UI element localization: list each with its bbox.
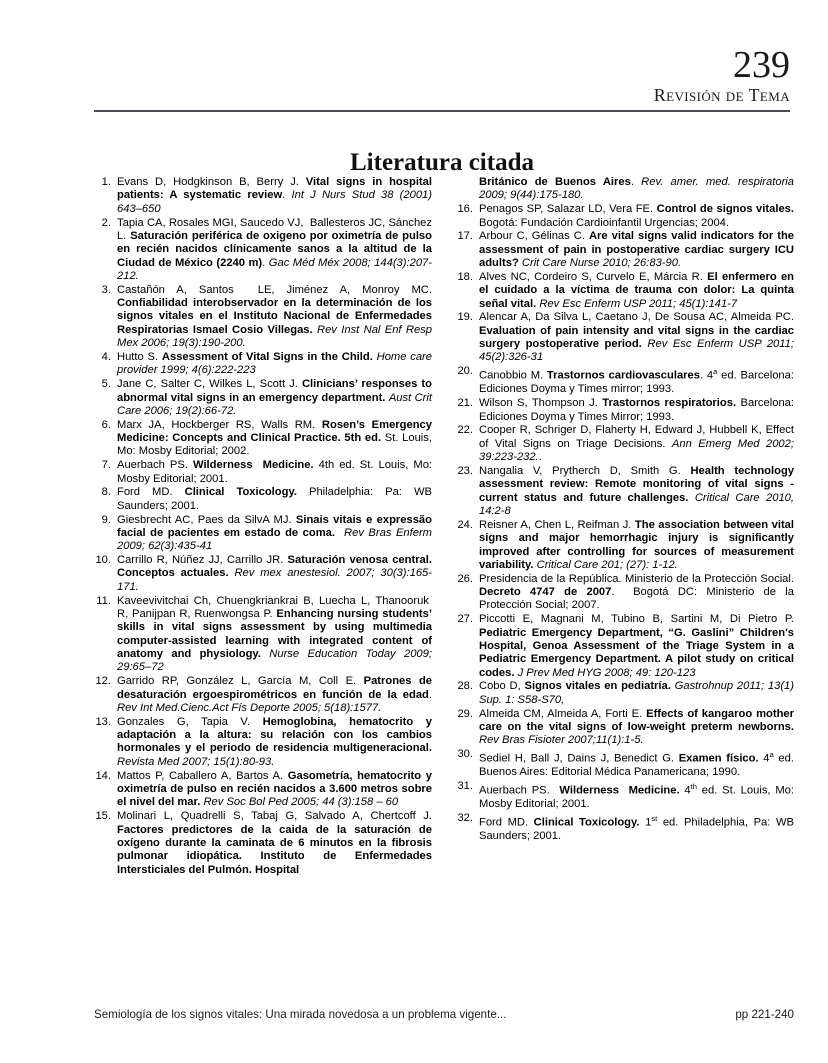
reference-number: 27. xyxy=(457,613,473,626)
reference-item xyxy=(456,780,794,811)
reference-text: Tapia CA, Rosales MGI, Saucedo VJ, Ballesteros JC, Sánchez L. Saturación periférica de oxigeno por oximetría de pulso en recién nacidos clínicamente sanos a la altitud de la Ciudad de México (2240 m). Gac Méd Méx 2008; 144(3):207-212. xyxy=(117,216,432,282)
reference-text: Almeida CM, Almeida A, Forti E. Effects of kangaroo mother care on the vital signs of low-weight preterm newborns. Rev Bras Fisioter 2007;11(1):1-5. xyxy=(479,707,794,747)
reference-item xyxy=(94,378,432,418)
reference-text: Carrillo R, Núñez JJ, Carrillo JR. Saturación venosa central. Conceptos actuales. Rev mex anestesiol. 2007; 30(3):165-171. xyxy=(117,554,433,593)
reference-text: Presidencia de la República. Ministerio de la Protección Social. Decreto 4747 de 2007. Bogotá DC: Ministerio de la Protección Social; 2007. xyxy=(479,572,794,612)
right-column xyxy=(456,176,794,1006)
reference-number: 2. xyxy=(101,216,111,229)
reference-number: 15. xyxy=(95,810,111,823)
reference-text: Penagos SP, Salazar LD, Vera FE. Control de signos vitales. Bogotá: Fundación Cardioinfantil Urgencias; 2004. xyxy=(479,203,794,229)
page-footer xyxy=(94,1008,794,1022)
reference-number: 22. xyxy=(457,424,473,437)
reference-item xyxy=(94,217,432,284)
reference-item xyxy=(94,675,432,715)
reference-item xyxy=(456,176,794,203)
reference-text: Piccotti E, Magnani M, Tubino B, Sartini M, Di Pietro P. Pediatric Emergency Department, “G. Gaslini” Children's Hospital, Genoa Assessment of the Triage System in a Pediatric Emergency Department. A pilot study on critical codes. J Prev Med HYG 2008; 49: 120-123 xyxy=(479,613,794,679)
reference-item xyxy=(94,486,432,513)
reference-item xyxy=(94,595,432,675)
page-number: 239 xyxy=(733,44,790,86)
reference-item xyxy=(94,554,432,594)
reference-item xyxy=(456,708,794,748)
reference-item xyxy=(94,351,432,378)
reference-item xyxy=(94,459,432,486)
reference-number: 4. xyxy=(101,350,111,363)
reference-item xyxy=(94,716,432,769)
reference-text: Cooper R, Schriger D, Flaherty H, Edward J, Hubbell K, Effect of Vital Signs on Triage Decisions. Ann Emerg Med 2002; 39:223-232.. xyxy=(479,424,794,464)
reference-number xyxy=(456,176,479,203)
reference-number: 24. xyxy=(457,518,473,531)
reference-number: 16. xyxy=(457,203,473,216)
reference-text: Jane C, Salter C, Wilkes L, Scott J. Clinicians’ responses to abnormal vital signs in an emergency department. Aust Crit Care 2006; 19(2):66-72. xyxy=(117,378,433,417)
reference-list-right xyxy=(456,176,794,843)
reference-item xyxy=(456,230,794,270)
reference-text: Giesbrecht AC, Paes da SilvA MJ. Sinais vitais e expressão facial de pacientes em estado de coma. Rev Bras Enferm 2009; 62(3):435-41 xyxy=(117,513,432,553)
reference-text: Castañón A, Santos LE, Jiménez A, Monroy MC. Confiabilidad interobservador en la determinación de los signos vitales en el Instituto Nacional de Enfermedades Respiratorias Ismael Cosio Villegas. Rev Inst Nal Enf Resp Mex 2006; 19(3):190-200. xyxy=(117,283,433,350)
reference-number: 17. xyxy=(457,230,473,243)
reference-number: 6. xyxy=(101,418,111,431)
reference-number: 3. xyxy=(101,283,111,296)
reference-text: Gonzales G, Tapia V. Hemoglobina, hematocrito y adaptación a la altura: su relación con los cambios hormonales y el periodo de residencia multigeneracional. Revista Med 2007; 15(1):80-93. xyxy=(117,715,432,768)
reference-text: Británico de Buenos Aires. Rev. amer. med. respiratoria 2009; 9(44):175-180. xyxy=(479,176,795,202)
reference-item xyxy=(456,397,794,424)
reference-number: 10. xyxy=(95,554,111,567)
section-kicker: Revisión de Tema xyxy=(653,85,790,105)
reference-item xyxy=(456,812,794,843)
reference-text: Auerbach PS. Wilderness Medicine. 4th ed. St. Louis, Mo: Mosby Editorial; 2001. xyxy=(117,459,433,485)
reference-number: 32. xyxy=(457,812,473,825)
footer-running-title: Semiología de los signos vitales: Una mirada novedosa a un problema vigente... xyxy=(94,1008,507,1021)
reference-item xyxy=(456,424,794,464)
reference-number: 13. xyxy=(95,715,111,728)
reference-text: Ford MD. Clinical Toxicology. Philadelphia: Pa: WB Saunders; 2001. xyxy=(117,486,432,512)
reference-number: 12. xyxy=(95,675,111,688)
reference-number: 31. xyxy=(457,780,473,793)
reference-text: Evans D, Hodgkinson B, Berry J. Vital signs in hospital patients: A systematic review. Int J Nurs Stud 38 (2001) 643–650 xyxy=(117,176,433,215)
reference-text: Garrido RP, González L, García M, Coll E. Patrones de desaturación ergoespirométricos en función de la edad. Rev Int Med.Cienc.Act Fís Deporte 2005; 5(18):1577. xyxy=(117,675,432,714)
reference-text: Cobo D, Signos vitales en pediatría. Gastrohnup 2011; 13(1) Sup. 1: S58-S70, xyxy=(479,680,794,706)
reference-item xyxy=(456,573,794,613)
reference-text: Nangalia V, Prytherch D, Smith G. Health technology assessment review: Remote monitoring of vital signs - current status and future challenges. Critical Care 2010, 14:2-8 xyxy=(479,464,795,517)
reference-number: 8. xyxy=(101,486,111,499)
reference-text: Canobbio M. Trastornos cardiovasculares. 4$^a$ ed. Barcelona: Ediciones Doyma y Times mirror; 1993. xyxy=(479,367,794,396)
reference-number: 9. xyxy=(101,513,111,526)
reference-number: 23. xyxy=(457,464,473,477)
reference-item xyxy=(456,271,794,311)
reference-item xyxy=(456,311,794,364)
reference-text: Arbour C, Gélinas C. Are vital signs valid indicators for the assessment of pain in postoperative cardiac surgery ICU adults? Crit Care Nurse 2010; 26:83-90. xyxy=(479,230,794,270)
reference-list-left xyxy=(94,176,432,877)
reference-text: Alves NC, Cordeiro S, Curvelo E, Márcia R. El enfermero en el cuidado a la víctima de trauma con dolor: La quinta señal vital. Rev Esc Enferm USP 2011; 45(1):141-7 xyxy=(479,270,795,310)
reference-item xyxy=(456,519,794,572)
reference-item xyxy=(94,810,432,877)
reference-text: Auerbach PS. Wilderness Medicine. 4th ed. St. Louis, Mo: Mosby Editorial; 2001. xyxy=(479,782,794,811)
reference-text: Molinari L, Quadrelli S, Tabaj G, Salvado A, Chertcoff J. Factores predictores de la caida de la saturación de oxígeno durante la caminata de 6 minutos en la fibrosis pulmonar idiopática. Instituto de Enfermedades Intersticiales del Pulmón. Hospital xyxy=(117,810,432,876)
reference-item xyxy=(456,365,794,396)
page-title: Literatura citada xyxy=(350,148,534,176)
reference-item xyxy=(456,680,794,707)
reference-text: Wilson S, Thompson J. Trastornos respiratorios. Barcelona: Ediciones Doyma y Times Mirror; 1993. xyxy=(479,397,794,423)
reference-number: 28. xyxy=(457,680,473,693)
reference-text: Alencar A, Da Silva L, Caetano J, De Sousa AC, Almeida PC. Evaluation of pain intensity and vital signs in the cardiac surgery postoperative period. Rev Esc Enferm USP 2011; 45(2):326-31 xyxy=(479,311,794,364)
reference-item xyxy=(456,203,794,230)
reference-item xyxy=(456,613,794,680)
reference-text: Reisner A, Chen L, Reifman J. The association between vital signs and major hemorrhagic injury is significantly improved after controlling for sources of measurement variability. Critical Care 201; (27): 1-12. xyxy=(479,518,794,571)
reference-number: 14. xyxy=(95,769,111,782)
reference-text: Hutto S. Assessment of Vital Signs in the Child. Home care provider 1999; 4(6):222-223 xyxy=(117,350,433,377)
reference-number: 30. xyxy=(457,748,473,761)
footer-page-range: pp 221-240 xyxy=(735,1008,794,1021)
reference-number: 5. xyxy=(101,378,111,391)
reference-item xyxy=(94,419,432,459)
reference-text: Mattos P, Caballero A, Bartos A. Gasometría, hematocrito y oximetría de pulso en recién nacidos a 3.600 metros sobre el nivel del mar. Rev Soc Bol Ped 2005; 44 (3):158 – 60 xyxy=(117,769,432,809)
reference-item xyxy=(94,284,432,351)
reference-text: Marx JA, Hockberger RS, Walls RM. Rosen’s Emergency Medicine: Concepts and Clinical Practice. 5th ed. St. Louis, Mo: Mosby Editorial; 2002. xyxy=(117,418,432,458)
reference-number: 18. xyxy=(457,270,473,283)
reference-columns xyxy=(94,176,794,1006)
reference-item xyxy=(94,176,432,216)
reference-number: 7. xyxy=(101,459,111,472)
reference-text: Ford MD. Clinical Toxicology. 1st ed. Philadelphia, Pa: WB Saunders; 2001. xyxy=(479,814,794,843)
reference-number: 19. xyxy=(457,311,473,324)
header-divider xyxy=(94,110,790,112)
reference-item xyxy=(94,770,432,810)
page-header xyxy=(94,46,790,105)
reference-number: 20. xyxy=(457,365,473,378)
reference-number: 1. xyxy=(101,176,111,188)
reference-item xyxy=(456,465,794,518)
reference-item xyxy=(456,748,794,779)
reference-number: 26. xyxy=(457,572,473,585)
reference-text: Kaveevivitchai Ch, Chuengkriankrai B, Luecha L, Thanooruk R, Panijpan R, Ruenwongsa P. Enhancing nursing students’ skills in vital signs assessment by using multimedia computer-assisted learning with integrated content of anatomy and physiology. Nurse Education Today 2009; 29:65–72 xyxy=(117,594,432,674)
reference-number: 21. xyxy=(457,397,473,410)
reference-number: 29. xyxy=(457,707,473,720)
reference-number: 11. xyxy=(96,594,111,607)
reference-item xyxy=(94,514,432,554)
left-column xyxy=(94,176,432,1006)
reference-text: Sediel H, Ball J, Dains J, Benedict G. Examen físico. 4$^a$ ed. Buenos Aires: Editorial Médica Panamericana; 1990. xyxy=(479,750,794,779)
